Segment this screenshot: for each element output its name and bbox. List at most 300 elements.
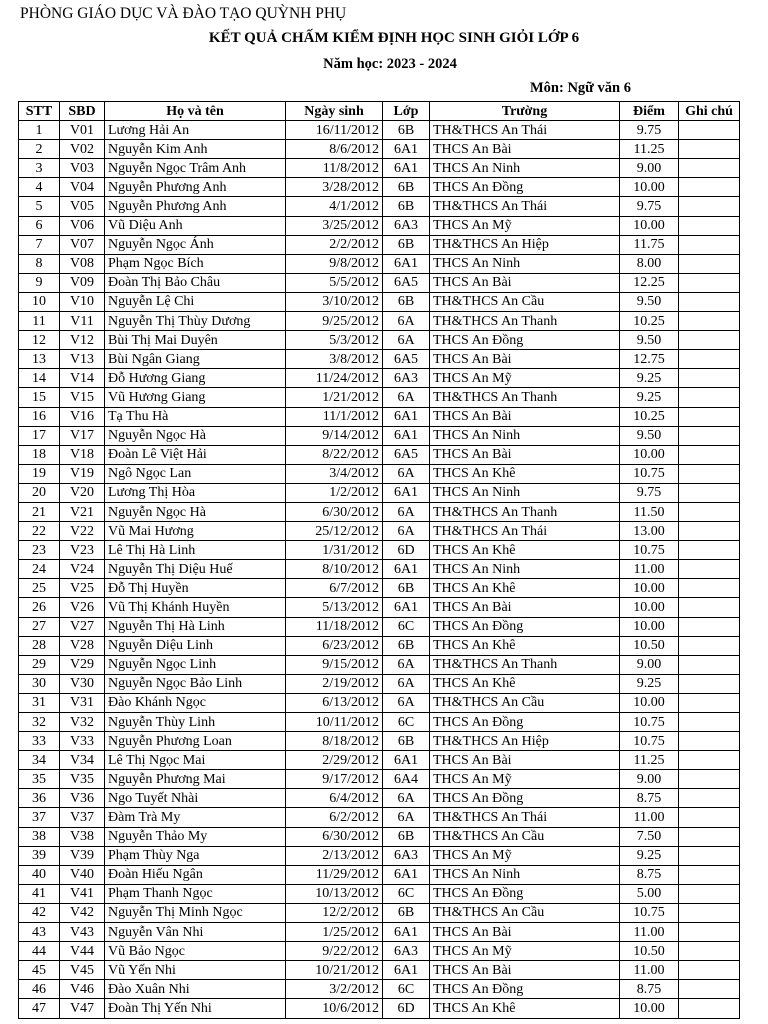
cell-sbd: V15 bbox=[60, 388, 105, 407]
cell-score: 8.75 bbox=[620, 789, 679, 808]
cell-sbd: V12 bbox=[60, 331, 105, 350]
cell-sbd: V22 bbox=[60, 522, 105, 541]
cell-sbd: V43 bbox=[60, 923, 105, 942]
cell-class: 6B bbox=[383, 197, 430, 216]
cell-name: Đào Khánh Ngọc bbox=[105, 693, 286, 712]
cell-dob: 6/13/2012 bbox=[286, 693, 383, 712]
cell-score: 12.75 bbox=[620, 350, 679, 369]
cell-sbd: V04 bbox=[60, 178, 105, 197]
cell-dob: 11/24/2012 bbox=[286, 369, 383, 388]
cell-stt: 10 bbox=[19, 292, 60, 311]
cell-school: THCS An Bài bbox=[430, 751, 620, 770]
cell-score: 10.50 bbox=[620, 942, 679, 961]
table-row bbox=[19, 483, 740, 502]
cell-score: 5.00 bbox=[620, 884, 679, 903]
cell-score: 10.75 bbox=[620, 903, 679, 922]
cell-sbd: V06 bbox=[60, 216, 105, 235]
cell-note bbox=[679, 331, 740, 350]
cell-score: 11.25 bbox=[620, 751, 679, 770]
table-row bbox=[19, 273, 740, 292]
cell-stt: 27 bbox=[19, 617, 60, 636]
cell-dob: 1/21/2012 bbox=[286, 388, 383, 407]
cell-school: THCS An Đồng bbox=[430, 713, 620, 732]
table-row bbox=[19, 713, 740, 732]
cell-class: 6A1 bbox=[383, 751, 430, 770]
cell-score: 10.75 bbox=[620, 464, 679, 483]
cell-dob: 11/1/2012 bbox=[286, 407, 383, 426]
cell-stt: 38 bbox=[19, 827, 60, 846]
cell-sbd: V11 bbox=[60, 312, 105, 331]
cell-note bbox=[679, 923, 740, 942]
cell-class: 6A bbox=[383, 388, 430, 407]
cell-score: 9.50 bbox=[620, 331, 679, 350]
cell-note bbox=[679, 541, 740, 560]
cell-score: 10.00 bbox=[620, 216, 679, 235]
school-year: Năm học: 2023 - 2024 bbox=[323, 56, 457, 72]
table-row bbox=[19, 502, 740, 521]
cell-class: 6D bbox=[383, 999, 430, 1018]
cell-note bbox=[679, 235, 740, 254]
cell-score: 10.25 bbox=[620, 312, 679, 331]
cell-school: TH&THCS An Thái bbox=[430, 197, 620, 216]
cell-note bbox=[679, 884, 740, 903]
table-row bbox=[19, 254, 740, 273]
cell-name: Nguyễn Thị Diệu Huế bbox=[105, 560, 286, 579]
cell-dob: 6/30/2012 bbox=[286, 502, 383, 521]
cell-sbd: V20 bbox=[60, 483, 105, 502]
cell-note bbox=[679, 751, 740, 770]
table-row bbox=[19, 961, 740, 980]
cell-class: 6A1 bbox=[383, 483, 430, 502]
cell-name: Lương Hải An bbox=[105, 121, 286, 140]
cell-stt: 43 bbox=[19, 923, 60, 942]
cell-dob: 8/10/2012 bbox=[286, 560, 383, 579]
cell-name: Nguyễn Thị Thùy Dương bbox=[105, 312, 286, 331]
cell-sbd: V45 bbox=[60, 961, 105, 980]
cell-name: Nguyễn Ngọc Hà bbox=[105, 426, 286, 445]
cell-sbd: V36 bbox=[60, 789, 105, 808]
cell-class: 6B bbox=[383, 636, 430, 655]
cell-note bbox=[679, 617, 740, 636]
cell-class: 6A bbox=[383, 502, 430, 521]
cell-note bbox=[679, 961, 740, 980]
cell-school: THCS An Mỹ bbox=[430, 942, 620, 961]
cell-stt: 1 bbox=[19, 121, 60, 140]
cell-score: 11.75 bbox=[620, 235, 679, 254]
cell-stt: 29 bbox=[19, 655, 60, 674]
cell-name: Ngo Tuyết Nhài bbox=[105, 789, 286, 808]
cell-sbd: V19 bbox=[60, 464, 105, 483]
cell-stt: 42 bbox=[19, 903, 60, 922]
table-row bbox=[19, 579, 740, 598]
cell-note bbox=[679, 655, 740, 674]
cell-school: TH&THCS An Hiệp bbox=[430, 235, 620, 254]
cell-sbd: V25 bbox=[60, 579, 105, 598]
cell-sbd: V18 bbox=[60, 445, 105, 464]
cell-dob: 1/31/2012 bbox=[286, 541, 383, 560]
cell-name: Đoàn Thị Bảo Châu bbox=[105, 273, 286, 292]
cell-stt: 35 bbox=[19, 770, 60, 789]
cell-dob: 8/6/2012 bbox=[286, 140, 383, 159]
cell-school: THCS An Đồng bbox=[430, 980, 620, 999]
cell-stt: 23 bbox=[19, 541, 60, 560]
cell-stt: 3 bbox=[19, 159, 60, 178]
cell-dob: 6/30/2012 bbox=[286, 827, 383, 846]
cell-stt: 46 bbox=[19, 980, 60, 999]
cell-class: 6A bbox=[383, 464, 430, 483]
cell-score: 10.50 bbox=[620, 636, 679, 655]
cell-name: Nguyễn Lệ Chi bbox=[105, 292, 286, 311]
cell-stt: 6 bbox=[19, 216, 60, 235]
cell-school: THCS An Khê bbox=[430, 464, 620, 483]
cell-stt: 21 bbox=[19, 502, 60, 521]
cell-class: 6A bbox=[383, 674, 430, 693]
cell-school: TH&THCS An Cầu bbox=[430, 292, 620, 311]
cell-dob: 3/28/2012 bbox=[286, 178, 383, 197]
cell-sbd: V07 bbox=[60, 235, 105, 254]
table-row bbox=[19, 636, 740, 655]
cell-score: 8.00 bbox=[620, 254, 679, 273]
cell-note bbox=[679, 426, 740, 445]
cell-class: 6A bbox=[383, 789, 430, 808]
cell-name: Vũ Bảo Ngọc bbox=[105, 942, 286, 961]
cell-sbd: V09 bbox=[60, 273, 105, 292]
cell-class: 6B bbox=[383, 732, 430, 751]
cell-stt: 32 bbox=[19, 713, 60, 732]
cell-class: 6A5 bbox=[383, 273, 430, 292]
cell-school: TH&THCS An Cầu bbox=[430, 693, 620, 712]
cell-note bbox=[679, 846, 740, 865]
cell-stt: 44 bbox=[19, 942, 60, 961]
cell-dob: 2/13/2012 bbox=[286, 846, 383, 865]
cell-school: THCS An Đồng bbox=[430, 331, 620, 350]
cell-score: 9.50 bbox=[620, 426, 679, 445]
column-header-sbd: SBD bbox=[60, 102, 105, 121]
cell-sbd: V33 bbox=[60, 732, 105, 751]
cell-sbd: V40 bbox=[60, 865, 105, 884]
table-row bbox=[19, 884, 740, 903]
cell-school: TH&THCS An Thái bbox=[430, 808, 620, 827]
cell-name: Tạ Thu Hà bbox=[105, 407, 286, 426]
cell-class: 6A1 bbox=[383, 598, 430, 617]
cell-note bbox=[679, 121, 740, 140]
cell-school: THCS An Bài bbox=[430, 273, 620, 292]
table-row bbox=[19, 560, 740, 579]
cell-sbd: V21 bbox=[60, 502, 105, 521]
cell-dob: 1/25/2012 bbox=[286, 923, 383, 942]
cell-dob: 10/6/2012 bbox=[286, 999, 383, 1018]
cell-class: 6A1 bbox=[383, 426, 430, 445]
cell-name: Nguyễn Thảo My bbox=[105, 827, 286, 846]
cell-dob: 3/10/2012 bbox=[286, 292, 383, 311]
cell-class: 6A1 bbox=[383, 923, 430, 942]
cell-name: Nguyễn Ngọc Linh bbox=[105, 655, 286, 674]
cell-stt: 37 bbox=[19, 808, 60, 827]
cell-class: 6A5 bbox=[383, 445, 430, 464]
cell-stt: 18 bbox=[19, 445, 60, 464]
cell-note bbox=[679, 693, 740, 712]
cell-dob: 2/2/2012 bbox=[286, 235, 383, 254]
cell-name: Vũ Diệu Anh bbox=[105, 216, 286, 235]
table-row bbox=[19, 350, 740, 369]
cell-sbd: V46 bbox=[60, 980, 105, 999]
cell-class: 6C bbox=[383, 713, 430, 732]
cell-school: TH&THCS An Thanh bbox=[430, 388, 620, 407]
cell-class: 6A3 bbox=[383, 846, 430, 865]
cell-score: 11.25 bbox=[620, 140, 679, 159]
cell-class: 6A1 bbox=[383, 961, 430, 980]
cell-name: Nguyễn Ngọc Ánh bbox=[105, 235, 286, 254]
column-header-score: Điểm bbox=[620, 102, 679, 121]
column-header-class: Lớp bbox=[383, 102, 430, 121]
cell-note bbox=[679, 445, 740, 464]
cell-score: 11.00 bbox=[620, 923, 679, 942]
cell-sbd: V14 bbox=[60, 369, 105, 388]
cell-note bbox=[679, 312, 740, 331]
cell-name: Ngô Ngọc Lan bbox=[105, 464, 286, 483]
table-row bbox=[19, 942, 740, 961]
cell-score: 9.25 bbox=[620, 388, 679, 407]
cell-note bbox=[679, 522, 740, 541]
cell-score: 8.75 bbox=[620, 865, 679, 884]
cell-stt: 11 bbox=[19, 312, 60, 331]
cell-class: 6A1 bbox=[383, 254, 430, 273]
cell-score: 7.50 bbox=[620, 827, 679, 846]
cell-dob: 11/18/2012 bbox=[286, 617, 383, 636]
cell-class: 6C bbox=[383, 980, 430, 999]
cell-stt: 47 bbox=[19, 999, 60, 1018]
cell-stt: 9 bbox=[19, 273, 60, 292]
cell-name: Vũ Yến Nhi bbox=[105, 961, 286, 980]
cell-score: 13.00 bbox=[620, 522, 679, 541]
cell-name: Vũ Mai Hương bbox=[105, 522, 286, 541]
cell-dob: 3/4/2012 bbox=[286, 464, 383, 483]
cell-note bbox=[679, 369, 740, 388]
table-row bbox=[19, 617, 740, 636]
cell-class: 6B bbox=[383, 827, 430, 846]
cell-class: 6B bbox=[383, 292, 430, 311]
table-row bbox=[19, 369, 740, 388]
cell-class: 6A1 bbox=[383, 407, 430, 426]
cell-score: 10.75 bbox=[620, 732, 679, 751]
cell-dob: 2/29/2012 bbox=[286, 751, 383, 770]
cell-sbd: V26 bbox=[60, 598, 105, 617]
cell-note bbox=[679, 980, 740, 999]
cell-class: 6B bbox=[383, 579, 430, 598]
cell-dob: 6/4/2012 bbox=[286, 789, 383, 808]
cell-school: THCS An Khê bbox=[430, 579, 620, 598]
cell-dob: 8/18/2012 bbox=[286, 732, 383, 751]
header-row bbox=[19, 102, 740, 121]
document-title: KẾT QUẢ CHẤM KIỂM ĐỊNH HỌC SINH GIỎI LỚP 6 bbox=[208, 30, 580, 46]
table-row bbox=[19, 732, 740, 751]
cell-dob: 16/11/2012 bbox=[286, 121, 383, 140]
cell-note bbox=[679, 865, 740, 884]
cell-school: THCS An Đồng bbox=[430, 884, 620, 903]
table-row bbox=[19, 789, 740, 808]
cell-school: THCS An Khê bbox=[430, 999, 620, 1018]
cell-sbd: V42 bbox=[60, 903, 105, 922]
table-row bbox=[19, 751, 740, 770]
cell-class: 6A1 bbox=[383, 560, 430, 579]
cell-note bbox=[679, 292, 740, 311]
cell-score: 9.75 bbox=[620, 197, 679, 216]
cell-sbd: V05 bbox=[60, 197, 105, 216]
cell-name: Nguyễn Kim Anh bbox=[105, 140, 286, 159]
cell-stt: 36 bbox=[19, 789, 60, 808]
cell-dob: 9/17/2012 bbox=[286, 770, 383, 789]
cell-class: 6C bbox=[383, 617, 430, 636]
cell-sbd: V41 bbox=[60, 884, 105, 903]
cell-note bbox=[679, 407, 740, 426]
cell-school: THCS An Bài bbox=[430, 598, 620, 617]
cell-note bbox=[679, 674, 740, 693]
cell-name: Phạm Ngọc Bích bbox=[105, 254, 286, 273]
cell-name: Đàm Trà My bbox=[105, 808, 286, 827]
cell-sbd: V03 bbox=[60, 159, 105, 178]
cell-school: THCS An Ninh bbox=[430, 426, 620, 445]
cell-note bbox=[679, 827, 740, 846]
cell-note bbox=[679, 502, 740, 521]
cell-dob: 11/29/2012 bbox=[286, 865, 383, 884]
cell-note bbox=[679, 254, 740, 273]
cell-stt: 26 bbox=[19, 598, 60, 617]
cell-school: THCS An Đồng bbox=[430, 178, 620, 197]
table-row bbox=[19, 331, 740, 350]
cell-name: Nguyễn Thị Hà Linh bbox=[105, 617, 286, 636]
table-row bbox=[19, 235, 740, 254]
cell-school: THCS An Mỹ bbox=[430, 846, 620, 865]
cell-sbd: V35 bbox=[60, 770, 105, 789]
cell-dob: 25/12/2012 bbox=[286, 522, 383, 541]
cell-sbd: V29 bbox=[60, 655, 105, 674]
cell-sbd: V02 bbox=[60, 140, 105, 159]
cell-name: Đỗ Hương Giang bbox=[105, 369, 286, 388]
cell-name: Nguyễn Thùy Linh bbox=[105, 713, 286, 732]
cell-class: 6B bbox=[383, 903, 430, 922]
cell-score: 10.25 bbox=[620, 407, 679, 426]
cell-stt: 45 bbox=[19, 961, 60, 980]
column-header-name: Họ và tên bbox=[105, 102, 286, 121]
table-row bbox=[19, 388, 740, 407]
cell-name: Nguyễn Phương Mai bbox=[105, 770, 286, 789]
cell-note bbox=[679, 178, 740, 197]
cell-school: THCS An Khê bbox=[430, 541, 620, 560]
cell-dob: 11/8/2012 bbox=[286, 159, 383, 178]
cell-school: THCS An Mỹ bbox=[430, 369, 620, 388]
cell-note bbox=[679, 636, 740, 655]
cell-note bbox=[679, 388, 740, 407]
cell-stt: 15 bbox=[19, 388, 60, 407]
table-row bbox=[19, 655, 740, 674]
cell-score: 9.50 bbox=[620, 292, 679, 311]
cell-note bbox=[679, 999, 740, 1018]
cell-sbd: V01 bbox=[60, 121, 105, 140]
cell-dob: 9/22/2012 bbox=[286, 942, 383, 961]
cell-stt: 14 bbox=[19, 369, 60, 388]
cell-class: 6A bbox=[383, 655, 430, 674]
cell-dob: 6/23/2012 bbox=[286, 636, 383, 655]
cell-name: Nguyễn Ngọc Hà bbox=[105, 502, 286, 521]
table-row bbox=[19, 464, 740, 483]
cell-sbd: V16 bbox=[60, 407, 105, 426]
cell-stt: 30 bbox=[19, 674, 60, 693]
table-row bbox=[19, 292, 740, 311]
cell-school: THCS An Bài bbox=[430, 961, 620, 980]
cell-stt: 16 bbox=[19, 407, 60, 426]
cell-note bbox=[679, 770, 740, 789]
cell-score: 10.00 bbox=[620, 178, 679, 197]
cell-class: 6A bbox=[383, 312, 430, 331]
cell-sbd: V24 bbox=[60, 560, 105, 579]
cell-school: THCS An Đồng bbox=[430, 789, 620, 808]
table-row bbox=[19, 827, 740, 846]
cell-note bbox=[679, 942, 740, 961]
cell-note bbox=[679, 598, 740, 617]
cell-sbd: V44 bbox=[60, 942, 105, 961]
organization-name: PHÒNG GIÁO DỤC VÀ ĐÀO TẠO QUỲNH PHỤ bbox=[20, 5, 347, 22]
cell-stt: 28 bbox=[19, 636, 60, 655]
cell-sbd: V13 bbox=[60, 350, 105, 369]
table-row bbox=[19, 923, 740, 942]
cell-note bbox=[679, 140, 740, 159]
cell-stt: 40 bbox=[19, 865, 60, 884]
cell-dob: 4/1/2012 bbox=[286, 197, 383, 216]
cell-dob: 1/2/2012 bbox=[286, 483, 383, 502]
table-row bbox=[19, 216, 740, 235]
cell-note bbox=[679, 789, 740, 808]
cell-school: TH&THCS An Cầu bbox=[430, 903, 620, 922]
cell-stt: 4 bbox=[19, 178, 60, 197]
cell-note bbox=[679, 560, 740, 579]
cell-stt: 19 bbox=[19, 464, 60, 483]
cell-school: TH&THCS An Cầu bbox=[430, 827, 620, 846]
cell-school: THCS An Ninh bbox=[430, 865, 620, 884]
cell-score: 8.75 bbox=[620, 980, 679, 999]
cell-class: 6A3 bbox=[383, 216, 430, 235]
cell-class: 6A3 bbox=[383, 942, 430, 961]
cell-dob: 6/2/2012 bbox=[286, 808, 383, 827]
cell-score: 11.00 bbox=[620, 961, 679, 980]
cell-school: TH&THCS An Thanh bbox=[430, 655, 620, 674]
cell-stt: 7 bbox=[19, 235, 60, 254]
cell-score: 9.00 bbox=[620, 770, 679, 789]
cell-stt: 39 bbox=[19, 846, 60, 865]
cell-note bbox=[679, 483, 740, 502]
cell-class: 6A bbox=[383, 808, 430, 827]
cell-name: Nguyễn Phương Loan bbox=[105, 732, 286, 751]
table-row bbox=[19, 426, 740, 445]
column-header-note: Ghi chú bbox=[679, 102, 740, 121]
cell-school: THCS An Khê bbox=[430, 636, 620, 655]
cell-dob: 6/7/2012 bbox=[286, 579, 383, 598]
cell-school: THCS An Mỹ bbox=[430, 216, 620, 235]
cell-name: Bùi Ngân Giang bbox=[105, 350, 286, 369]
cell-school: TH&THCS An Thanh bbox=[430, 312, 620, 331]
cell-note bbox=[679, 197, 740, 216]
cell-score: 9.00 bbox=[620, 655, 679, 674]
cell-class: 6A1 bbox=[383, 159, 430, 178]
cell-sbd: V30 bbox=[60, 674, 105, 693]
cell-score: 9.25 bbox=[620, 674, 679, 693]
cell-note bbox=[679, 808, 740, 827]
cell-name: Đào Xuân Nhi bbox=[105, 980, 286, 999]
cell-name: Nguyễn Diệu Linh bbox=[105, 636, 286, 655]
cell-stt: 31 bbox=[19, 693, 60, 712]
cell-score: 9.25 bbox=[620, 369, 679, 388]
cell-name: Đoàn Lê Việt Hải bbox=[105, 445, 286, 464]
cell-stt: 22 bbox=[19, 522, 60, 541]
